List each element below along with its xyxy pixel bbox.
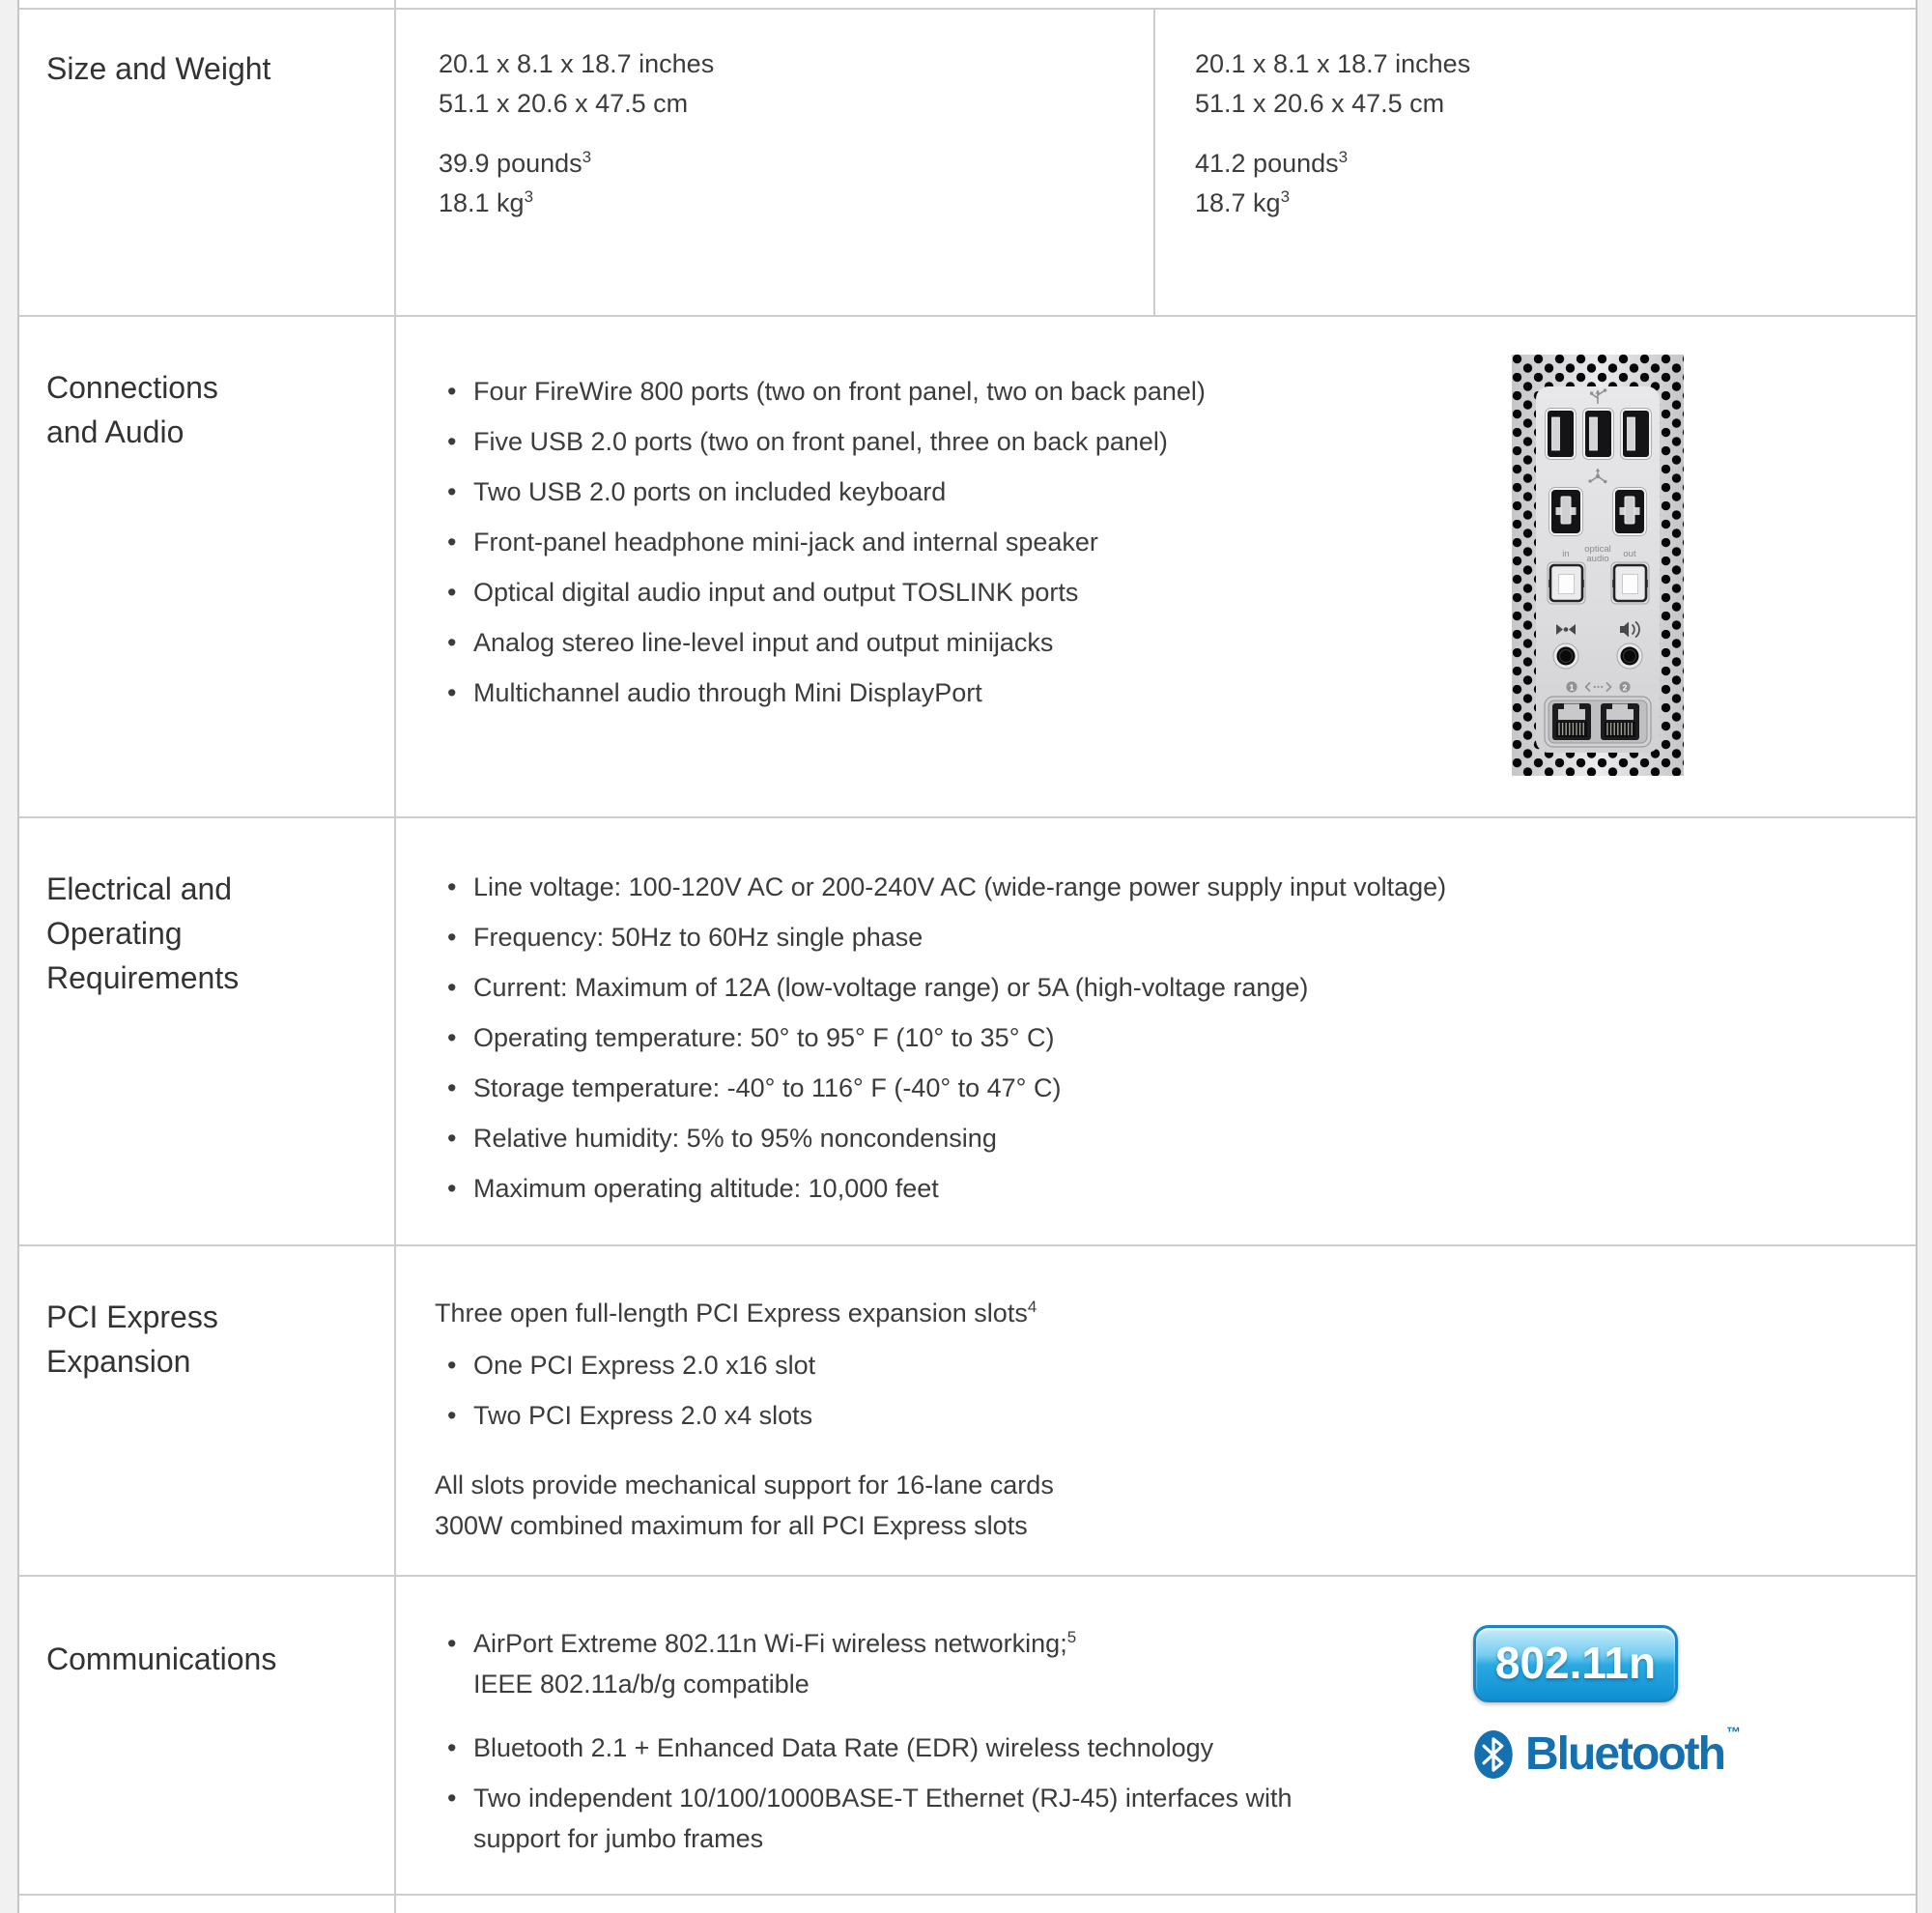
footnote-ref: 3: [582, 148, 592, 166]
dimensions-inches: 20.1 x 8.1 x 18.7 inches: [1195, 49, 1471, 78]
list-item: • Current: Maximum of 12A (low-voltage range) or 5A (high-voltage range): [396, 967, 1916, 1008]
rj45-port: [1552, 703, 1591, 740]
footnote-ref: 4: [1027, 1298, 1037, 1316]
ethernet-ports: [1545, 697, 1651, 747]
pci-list: [396, 1345, 1916, 1436]
toslink-port: [1611, 562, 1649, 604]
connections-content: [396, 317, 1916, 816]
size-weight-column-2: [1155, 10, 1916, 315]
firewire-port: [1549, 488, 1582, 535]
spacer: [1195, 124, 1896, 144]
toslink-port: [1548, 562, 1585, 604]
line-in-jack: [1553, 643, 1578, 669]
row-label-connections-and-audio: [19, 317, 396, 816]
list-item: • AirPort Extreme 802.11n Wi-Fi wireless networking;$^5$ IEEE 802.11a/b/g compatible: [396, 1623, 1916, 1704]
list-item: • Maximum operating altitude: 10,000 feet: [396, 1168, 1916, 1209]
spacer: [439, 124, 1134, 144]
list-item: • Storage temperature: -40° to 116° F (-40° to 47° C): [396, 1068, 1916, 1108]
row-label-line: PCI Express: [46, 1299, 218, 1334]
weight-kg: 18.7 $kg^3$: [1195, 187, 1291, 217]
ethernet-1-number: 1: [1569, 682, 1575, 693]
list-item: • Analog stereo line-level input and output minijacks: [396, 622, 1916, 663]
list-item: • Four FireWire 800 ports (two on front panel, two on back panel): [396, 371, 1916, 412]
row-label-line: and Audio: [46, 414, 185, 449]
list-item: • Frequency: 50Hz to 60Hz single phase: [396, 917, 1916, 957]
footnote-ref: 3: [1338, 148, 1349, 166]
bluetooth-icon: [1468, 1729, 1519, 1780]
pci-content: [396, 1246, 1916, 1575]
page-left-gutter: [0, 0, 19, 1913]
weight-pounds: 39.9 pounds$^3$: [439, 148, 592, 178]
row-label-line: Communications: [46, 1642, 277, 1676]
row-label-line: Requirements: [46, 960, 240, 995]
table-row-size-and-weight: [19, 8, 1916, 315]
list-item: • Multichannel audio through Mini DisplayPort: [396, 672, 1916, 713]
list-item: • Optical digital audio input and output TOSLINK ports: [396, 572, 1916, 613]
row-label-pci-express-expansion: [19, 1246, 396, 1575]
size-weight-content: [396, 10, 1916, 315]
pci-intro: Three open full-length PCI Express expansion slots$^4$: [435, 1298, 1037, 1328]
weight-kg: 18.1 $kg^3$: [439, 187, 534, 217]
electrical-content: [396, 818, 1916, 1244]
optical-in-label: in: [1562, 549, 1570, 559]
dimensions-inches: 20.1 x 8.1 x 18.7 inches: [439, 49, 715, 78]
footnote-ref: 3: [1280, 187, 1291, 206]
trademark-symbol: ™: [1725, 1725, 1741, 1741]
row-label-line: Operating: [46, 916, 183, 951]
row-label-electrical-requirements: [19, 818, 396, 1244]
list-item: • Bluetooth 2.1 + Enhanced Data Rate (EDR) wireless technology: [396, 1727, 1916, 1768]
table-row-stub-top: [19, 0, 1916, 8]
row-label-size-and-weight: [19, 10, 396, 315]
firewire-port: [1613, 488, 1646, 535]
pci-note: All slots provide mechanical support for 16-lane cards 300W combined maximum for all PCI Express slots: [435, 1470, 1054, 1540]
table-row-electrical-requirements: [19, 816, 1916, 1244]
list-item: • Two USB 2.0 ports on included keyboard: [396, 471, 1916, 512]
list-item: • One PCI Express 2.0 x16 slot: [396, 1345, 1916, 1385]
list-item: • Five USB 2.0 ports (two on front panel, three on back panel): [396, 421, 1916, 462]
optical-out-label: out: [1623, 549, 1636, 559]
ethernet-2-number: 2: [1622, 682, 1628, 693]
row-label-communications: [19, 1577, 396, 1894]
size-weight-column-1: [396, 10, 1155, 315]
row-label-line: Connections: [46, 370, 218, 405]
dimensions-cm: 51.1 x 20.6 x 47.5 cm: [1195, 89, 1445, 118]
row-label-line: Expansion: [46, 1344, 191, 1379]
bluetooth-wordmark: Bluetooth: [1525, 1728, 1724, 1780]
wifi-80211n-badge: 802.11n: [1473, 1625, 1678, 1702]
bluetooth-logo: [1468, 1727, 1739, 1781]
row-label-line: Electrical and: [46, 871, 233, 906]
stub-content-cell: [396, 0, 1916, 8]
back-panel-ports-image: [1512, 355, 1684, 776]
optical-audio-label-line1: optical: [1584, 544, 1611, 555]
connections-list: [396, 371, 1916, 713]
table-row-pci-express-expansion: [19, 1244, 1916, 1575]
weight-pounds: 41.2 pounds$^3$: [1195, 148, 1349, 178]
list-item: • Relative humidity: 5% to 95% noncondensing: [396, 1118, 1916, 1158]
dimensions-cm: 51.1 x 20.6 x 47.5 cm: [439, 89, 689, 118]
list-item: • Line voltage: 100-120V AC or 200-240V AC (wide-range power supply input voltage): [396, 867, 1916, 907]
list-item: • Two PCI Express 2.0 x4 slots: [396, 1395, 1916, 1436]
list-item: • Operating temperature: 50° to 95° F (10° to 35° C): [396, 1017, 1916, 1058]
page-right-gutter: [1916, 0, 1932, 1913]
usb-port: [1621, 409, 1651, 459]
row-label-line: Size and Weight: [46, 51, 271, 86]
footnote-ref: 5: [1066, 1628, 1077, 1646]
stub-content-cell: [396, 1896, 1916, 1913]
stub-label-cell: [19, 0, 396, 8]
rj45-port: [1601, 703, 1639, 740]
table-row-stub-bottom: [19, 1894, 1916, 1913]
footnote-ref: 3: [524, 187, 534, 206]
back-panel-ports-illustration: [1512, 355, 1684, 776]
headphone-out-jack: [1617, 643, 1642, 669]
usb-port: [1546, 409, 1576, 459]
list-item: • Front-panel headphone mini-jack and internal speaker: [396, 522, 1916, 562]
usb-port: [1583, 409, 1613, 459]
optical-audio-label-line2: audio: [1586, 554, 1609, 564]
list-item: • Two independent 10/100/1000BASE-T Ethernet (RJ-45) interfaces with support for jumbo frames: [396, 1778, 1916, 1859]
stub-label-cell: [19, 1896, 396, 1913]
electrical-list: [396, 867, 1916, 1209]
usb-ports: [1546, 409, 1651, 459]
